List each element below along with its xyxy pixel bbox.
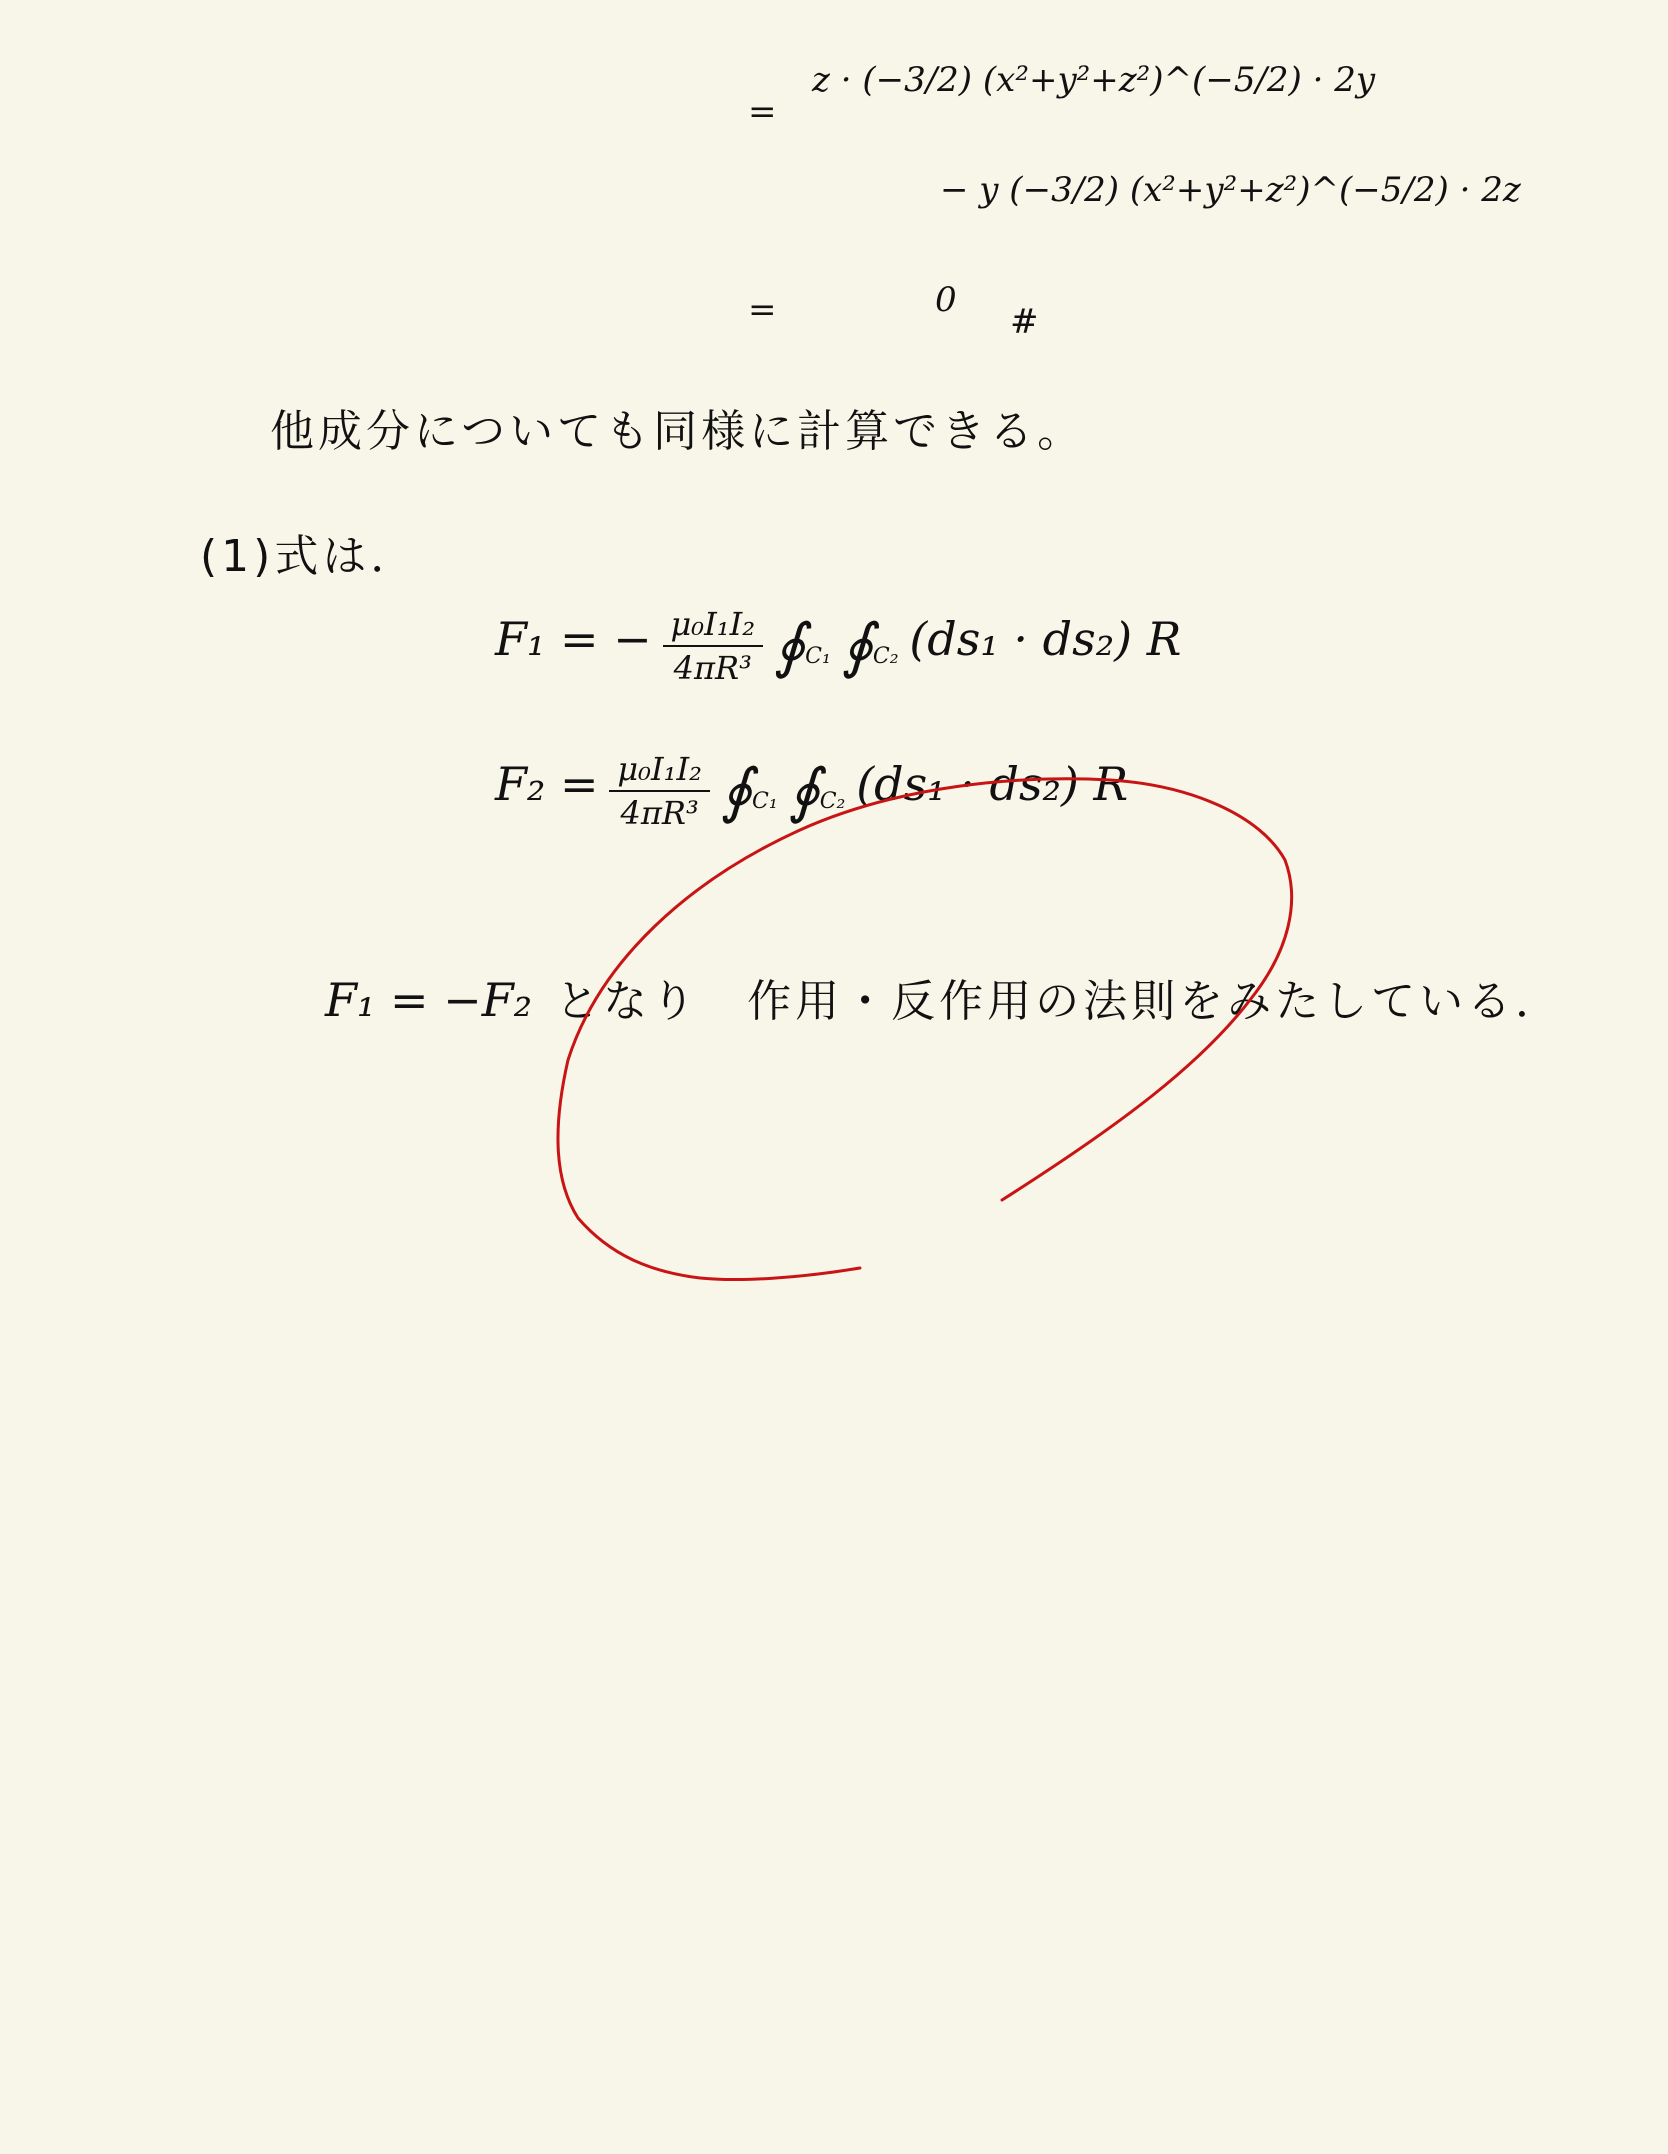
f2-c1-label: C₁ [751, 788, 778, 814]
f2-c2-label: C₂ [819, 788, 846, 814]
f2-denominator: 4πR³ [620, 794, 699, 832]
equals-sign-1: = [748, 92, 777, 132]
f1-numerator: μ₀I₁I₂ [663, 605, 764, 647]
conclusion-text: となり 作用・反作用の法則をみたしている． [555, 976, 1564, 1027]
math-line-1: z · (−3/2) (x²+y²+z²)^(−5/2) · 2y [812, 60, 1376, 100]
f2-lhs: F₂ = [495, 757, 599, 811]
equation-intro-text: (1)式は． [200, 531, 419, 582]
f1-integrand: (ds₁ · ds₂) R [909, 612, 1182, 666]
f1-denominator: 4πR³ [673, 649, 752, 687]
other-components-text: 他成分についても同様に計算できる。 [270, 406, 1086, 457]
f2-numerator: μ₀I₁I₂ [609, 750, 710, 792]
f2-contour-integral-1: ∮ [720, 756, 752, 826]
f1-lhs: F₁ = − [495, 612, 652, 666]
math-line-2: − y (−3/2) (x²+y²+z²)^(−5/2) · 2z [940, 170, 1521, 210]
equals-sign-2: = [748, 290, 777, 330]
conclusion-equation: F₁ = −F₂ [325, 973, 533, 1027]
f2-integrand: (ds₁ · ds₂) R [856, 757, 1129, 811]
f1-c2-label: C₂ [872, 643, 899, 669]
f1-c1-label: C₁ [805, 643, 831, 669]
math-line-3: 0 [935, 280, 957, 320]
f1-contour-integral-1: ∮ [773, 611, 806, 681]
end-mark: # [1010, 302, 1039, 342]
f1-contour-integral-2: ∮ [841, 611, 873, 681]
f2-contour-integral-2: ∮ [788, 756, 820, 826]
